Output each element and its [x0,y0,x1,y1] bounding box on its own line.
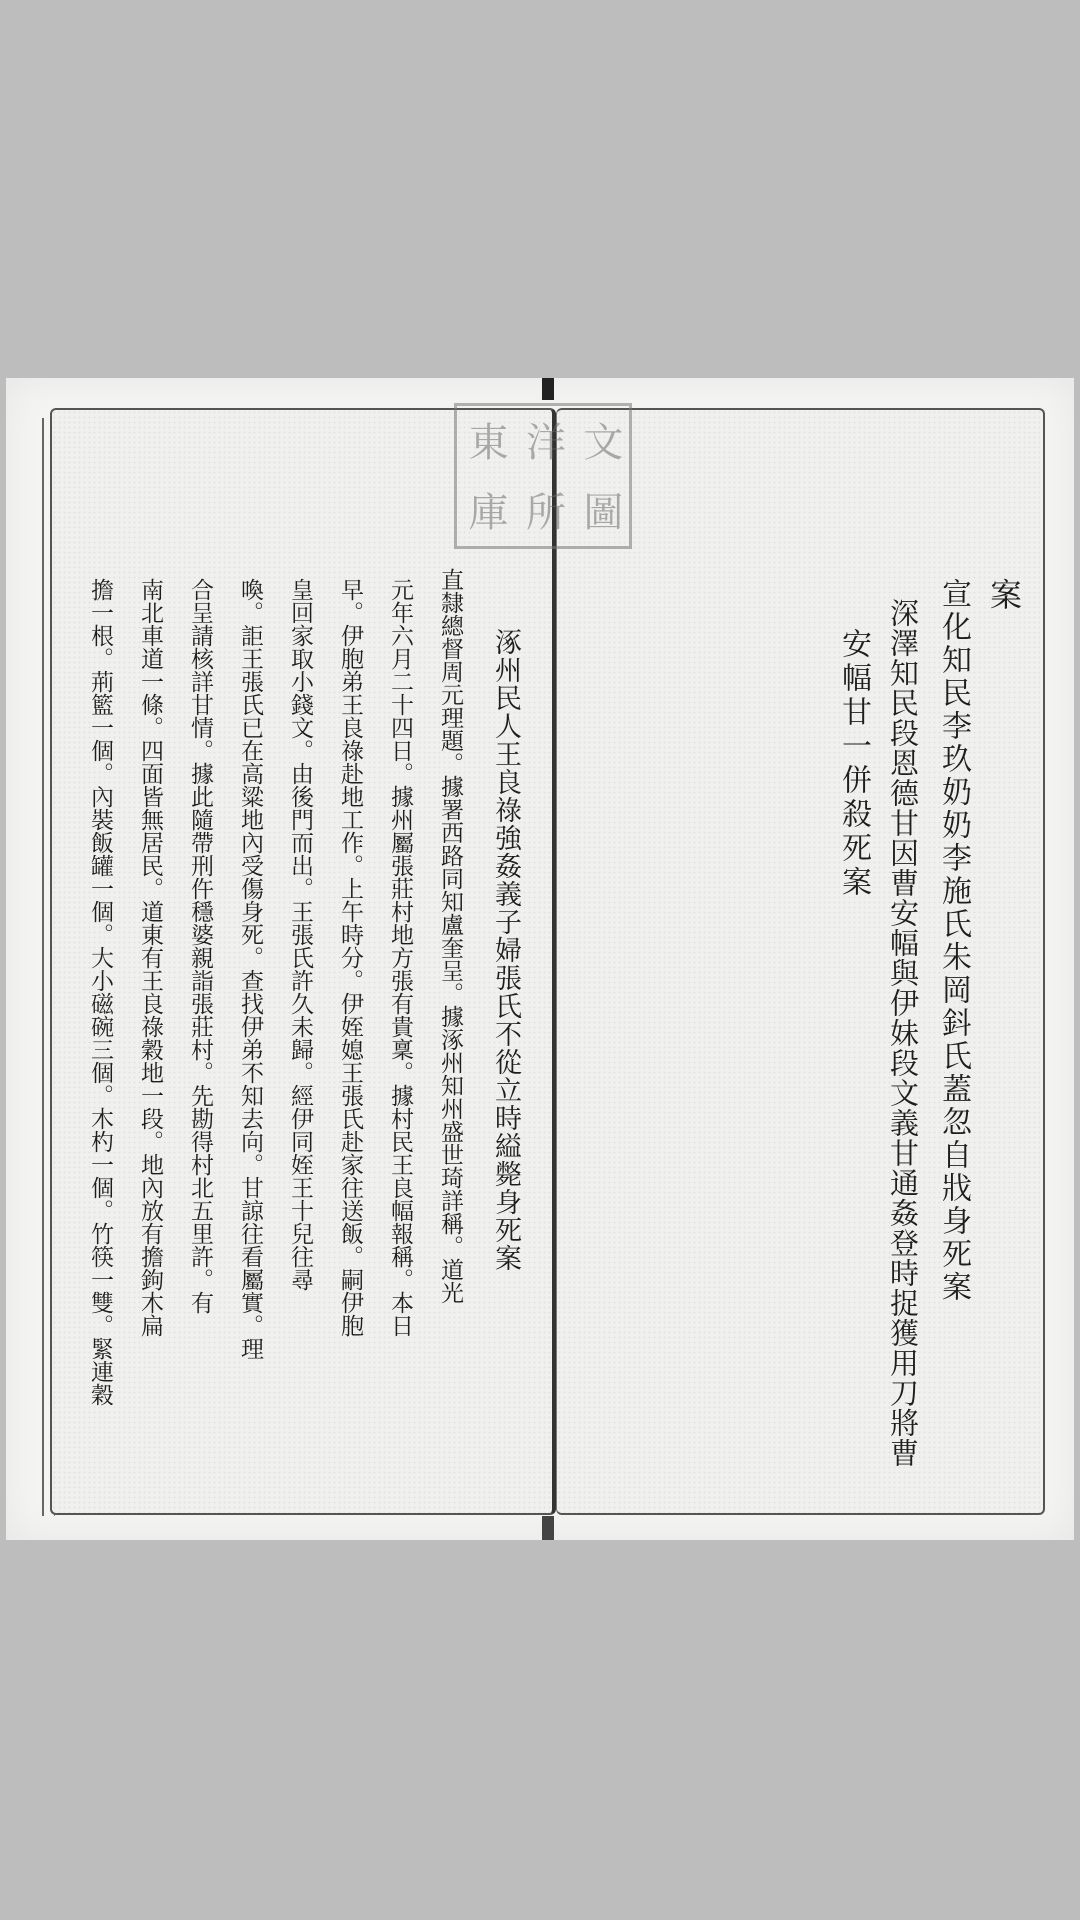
left-page-column: 早。伊胞弟王良祿赴地工作。上午時分。伊姪媳王張氏赴家往送飯。嗣伊胞 [337,578,363,1337]
left-page-column: 皇回家取小錢文。由後門而出。王張氏許久未歸。經伊同姪王十兒往尋 [287,578,313,1291]
left-page-case-title: 涿州民人王良祿強姦義子婦張氏不從立時縊斃身死案 [490,628,521,1272]
left-page-column: 合呈請核詳甘情。據此隨帶刑仵穩婆親詣張莊村。先勘得村北五里許。有 [187,578,213,1314]
seal-char: 圖 [576,491,623,531]
library-seal-stamp [454,403,632,549]
left-page-column: 擔一根。荊籃一個。內裝飯罐一個。大小磁碗三個。木杓一個。竹筷一雙。緊連穀 [87,578,113,1406]
book-spine-top [542,378,554,400]
seal-char: 文 [576,421,623,461]
right-page [556,408,1045,1515]
right-page-column: 宣化知民李玖奶奶李施氏朱岡鈄氏蓋忽自戕身死案 [936,578,971,1304]
left-page-column: 直隸總督周元理題。據署西路同知盧奎呈。據涿州知州盛世琦詳稱。道光 [437,568,463,1304]
left-page-column: 喚。詎王張氏已在高粱地內受傷身死。查找伊弟不知去向。甘諒往看屬實。理 [237,578,263,1360]
scanned-book-spread [6,378,1074,1540]
seal-char: 庫 [462,491,509,531]
left-page-column: 元年六月二十四日。據州屬張莊村地方張有貴稟。據村民王良幅報稱。本日 [387,578,413,1337]
seal-char: 東 [462,421,509,461]
right-page-column: 安幅甘一併殺死案 [836,628,871,900]
seal-char: 洋 [519,421,566,461]
right-page-heading: 案 [985,578,1023,616]
seal-char: 所 [519,491,566,531]
book-spine-bottom [542,1516,554,1540]
left-page-column: 南北車道一條。四面皆無居民。道東有王良祿穀地一段。地內放有擔鉤木扁 [137,578,163,1337]
right-page-column: 深澤知民段恩德甘因曹安幅與伊妹段文義甘通姦登時捉獲用刀將曹 [886,598,920,1468]
